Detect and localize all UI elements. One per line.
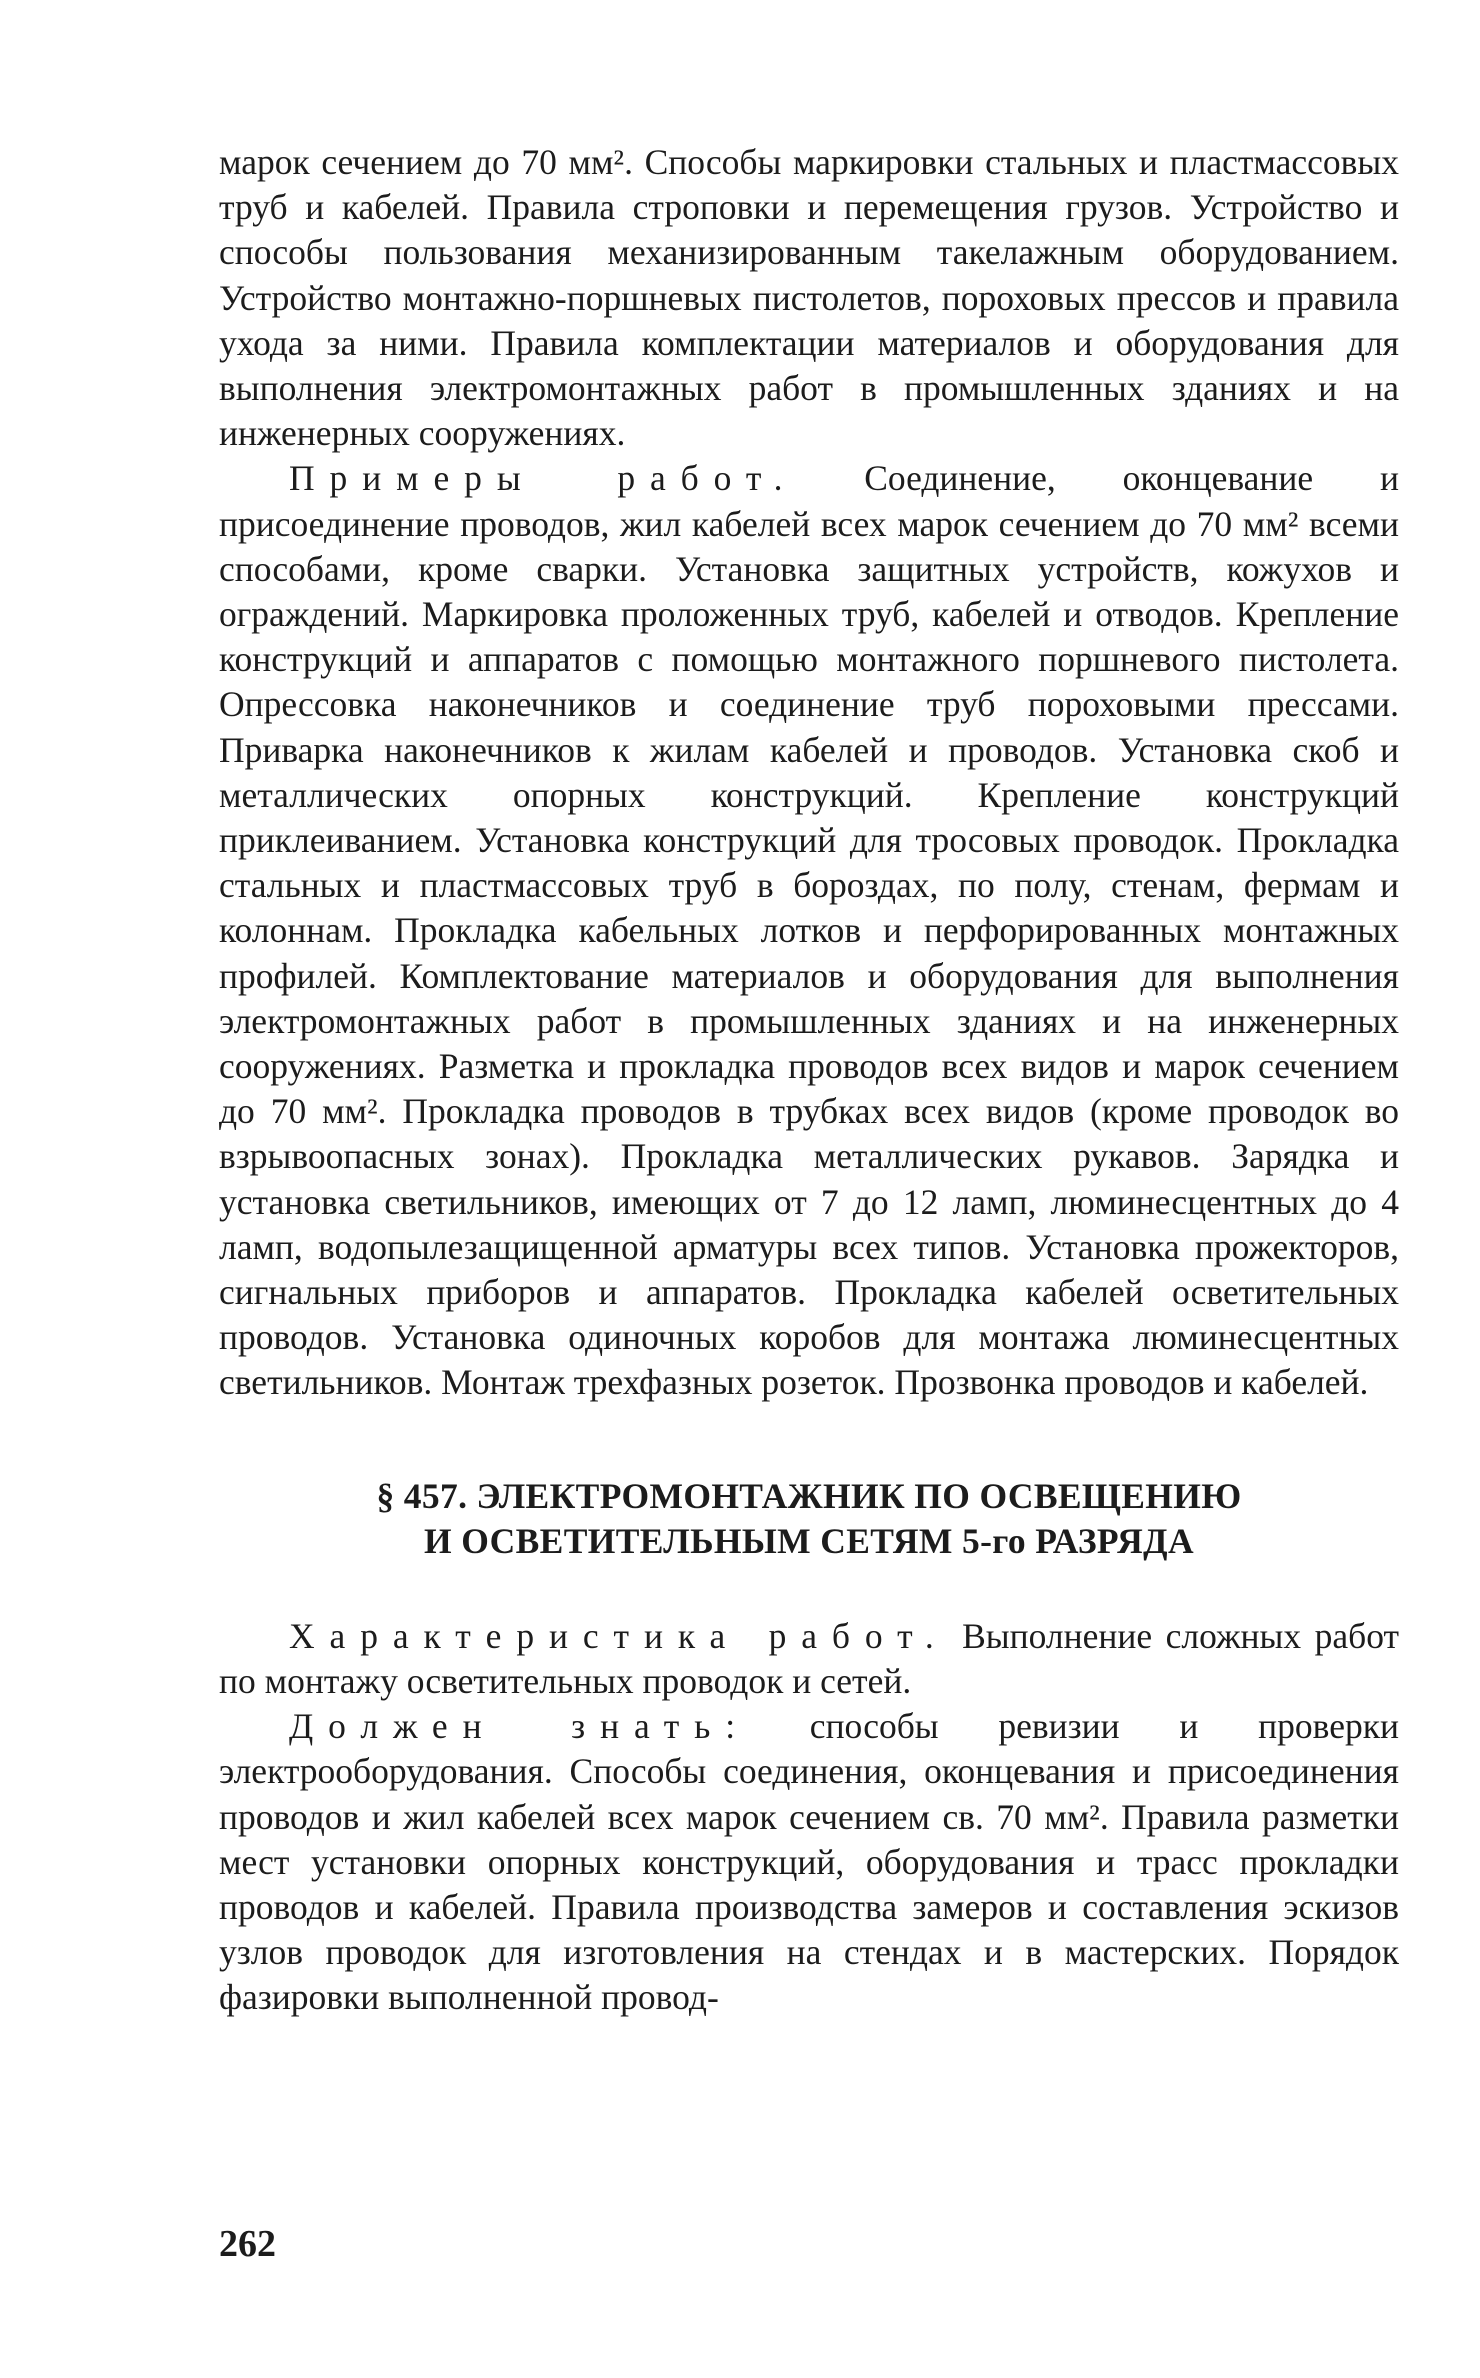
paragraph-must-know [219, 1704, 1399, 2020]
paragraph-work-examples [219, 456, 1399, 1405]
page-body [219, 140, 1399, 2021]
paragraph-lead: Примеры работ. [289, 458, 798, 499]
page-number: 262 [219, 2223, 276, 2265]
section-heading-line-2: И ОСВЕТИТЕЛЬНЫМ СЕТЯМ 5-го РАЗРЯДА [424, 1520, 1194, 1561]
paragraph-text: Соединение, оконцевание и присоединение проводов, жил кабелей всех марок сечением до 70 мм² всеми способами, кроме сварки. Установка защитных устройств, кожухов и ограждений. Маркировка проложенных труб, кабелей и отводов. Крепление конструкций и аппаратов с помощью монтажного поршневого пистолета. Опрессовка наконечников и соединение труб пороховыми прессами. Приварка наконечников к жилам кабелей и проводов. Установка скоб и металлических опорных конструкций. Крепление конструкций приклеиванием. Установка конструкций для тросовых проводок. Прокладка стальных и пластмассовых труб в бороздах, по полу, стенам, фермам и колоннам. Прокладка кабельных лотков и перфорированных монтажных профилей. Комплектование материалов и оборудования для выполнения электромонтажных работ в промышленных зданиях и на инженерных сооружениях. Разметка и прокладка проводов всех видов и марок сечением до 70 мм². Прокладка проводов в трубках всех видов (кроме проводок во взрывоопасных зонах). Прокладка металлических рукавов. Зарядка и установка светильников, имеющих от 7 до 12 ламп, люминесцентных до 4 ламп, водопылезащищенной арматуры всех типов. Установка прожекторов, сигнальных приборов и аппаратов. Прокладка кабелей осветительных проводов. Установка одиночных коробов для монтажа люминесцентных светильников. Монтаж трехфазных розеток. Прозвонка проводов и кабелей. [219, 458, 1399, 1403]
paragraph-text: способы ревизии и проверки электрооборудования. Способы соединения, оконцевания и присоединения проводов и жил кабелей всех марок сечением св. 70 мм². Правила разметки мест установки опорных конструкций, оборудования и трасс прокладки проводов и кабелей. Правила производства замеров и составления эскизов узлов проводок для изготовления на стендах и в мастерских. Порядок фазировки выполненной провод- [219, 1706, 1399, 2018]
paragraph-lead: Должен знать: [289, 1706, 751, 1747]
paragraph-lead: Характеристика работ. [289, 1615, 949, 1656]
paragraph-continuation [219, 140, 1399, 456]
paragraph-text: марок сечением до 70 мм². Способы маркировки стальных и пластмассовых труб и кабелей. Правила строповки и перемещения грузов. Устройство и способы пользования механизированным такелажным оборудованием. Устройство монтажно-поршневых пистолетов, пороховых прессов и правила ухода за ними. Правила комплектации материалов и оборудования для выполнения электромонтажных работ в промышленных зданиях и на инженерных сооружениях. [219, 142, 1399, 454]
section-heading-line-1: § 457. ЭЛЕКТРОМОНТАЖНИК ПО ОСВЕЩЕНИЮ [376, 1475, 1242, 1516]
section-heading [219, 1474, 1399, 1564]
paragraph-work-characteristics [219, 1614, 1399, 1704]
paragraph-text: Выполнение сложных работ по монтажу осветительных проводок и сетей. [219, 1615, 1399, 1701]
